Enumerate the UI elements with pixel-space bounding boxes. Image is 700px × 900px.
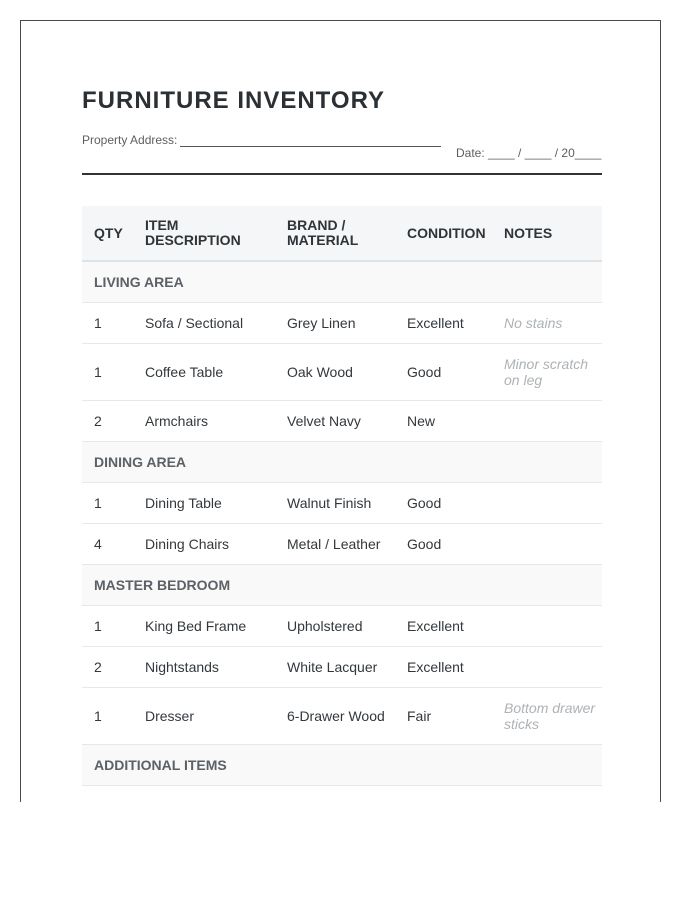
qty-cell: 2 bbox=[82, 401, 133, 442]
qty-cell: 1 bbox=[82, 688, 133, 745]
item-cell: Nightstands bbox=[133, 647, 275, 688]
notes-cell: Bottom drawer sticks bbox=[492, 688, 602, 745]
condition-cell: Good bbox=[395, 344, 492, 401]
header-brand-material: BRAND / MATERIAL bbox=[275, 206, 395, 261]
item-cell: Sofa / Sectional bbox=[133, 303, 275, 344]
header-qty: QTY bbox=[82, 206, 133, 261]
table-body bbox=[82, 261, 602, 786]
condition-cell: Good bbox=[395, 524, 492, 565]
table-row bbox=[82, 344, 602, 401]
qty-cell: 1 bbox=[82, 303, 133, 344]
section-row bbox=[82, 745, 602, 786]
header-item-description: ITEM DESCRIPTION bbox=[133, 206, 275, 261]
condition-cell: Excellent bbox=[395, 647, 492, 688]
inventory-sheet bbox=[20, 20, 661, 802]
qty-cell: 1 bbox=[82, 344, 133, 401]
brand-cell: Oak Wood bbox=[275, 344, 395, 401]
section-row bbox=[82, 261, 602, 303]
notes-cell: Minor scratch on leg bbox=[492, 344, 602, 401]
notes-cell bbox=[492, 606, 602, 647]
date-field: Date: ____ / ____ / 20____ bbox=[456, 146, 602, 160]
header-notes: NOTES bbox=[492, 206, 602, 261]
item-cell: Armchairs bbox=[133, 401, 275, 442]
condition-cell: Excellent bbox=[395, 303, 492, 344]
page-title: FURNITURE INVENTORY bbox=[82, 87, 386, 114]
table-row bbox=[82, 483, 602, 524]
table-row bbox=[82, 401, 602, 442]
brand-cell: White Lacquer bbox=[275, 647, 395, 688]
notes-cell bbox=[492, 401, 602, 442]
condition-cell: Fair bbox=[395, 688, 492, 745]
brand-cell: Metal / Leather bbox=[275, 524, 395, 565]
section-title: ADDITIONAL ITEMS bbox=[82, 745, 602, 786]
brand-cell: Walnut Finish bbox=[275, 483, 395, 524]
property-address-label: Property Address: bbox=[82, 133, 178, 147]
table-row bbox=[82, 524, 602, 565]
table-row bbox=[82, 303, 602, 344]
inventory-table bbox=[82, 206, 602, 786]
brand-cell: 6-Drawer Wood bbox=[275, 688, 395, 745]
item-cell: Coffee Table bbox=[133, 344, 275, 401]
condition-cell: Good bbox=[395, 483, 492, 524]
header-divider bbox=[82, 173, 602, 175]
notes-cell: No stains bbox=[492, 303, 602, 344]
item-cell: King Bed Frame bbox=[133, 606, 275, 647]
header-condition: CONDITION bbox=[395, 206, 492, 261]
brand-cell: Upholstered bbox=[275, 606, 395, 647]
table-row bbox=[82, 688, 602, 745]
section-title: MASTER BEDROOM bbox=[82, 565, 602, 606]
item-cell: Dining Table bbox=[133, 483, 275, 524]
table-row bbox=[82, 606, 602, 647]
section-title: LIVING AREA bbox=[82, 261, 602, 303]
brand-cell: Velvet Navy bbox=[275, 401, 395, 442]
section-row bbox=[82, 565, 602, 606]
qty-cell: 1 bbox=[82, 606, 133, 647]
item-cell: Dresser bbox=[133, 688, 275, 745]
notes-cell bbox=[492, 647, 602, 688]
condition-cell: New bbox=[395, 401, 492, 442]
notes-cell bbox=[492, 524, 602, 565]
condition-cell: Excellent bbox=[395, 606, 492, 647]
table-header-row bbox=[82, 206, 602, 261]
section-title: DINING AREA bbox=[82, 442, 602, 483]
section-row bbox=[82, 442, 602, 483]
qty-cell: 1 bbox=[82, 483, 133, 524]
item-cell: Dining Chairs bbox=[133, 524, 275, 565]
property-address-line bbox=[180, 146, 441, 147]
notes-cell bbox=[492, 483, 602, 524]
qty-cell: 4 bbox=[82, 524, 133, 565]
qty-cell: 2 bbox=[82, 647, 133, 688]
brand-cell: Grey Linen bbox=[275, 303, 395, 344]
table-row bbox=[82, 647, 602, 688]
